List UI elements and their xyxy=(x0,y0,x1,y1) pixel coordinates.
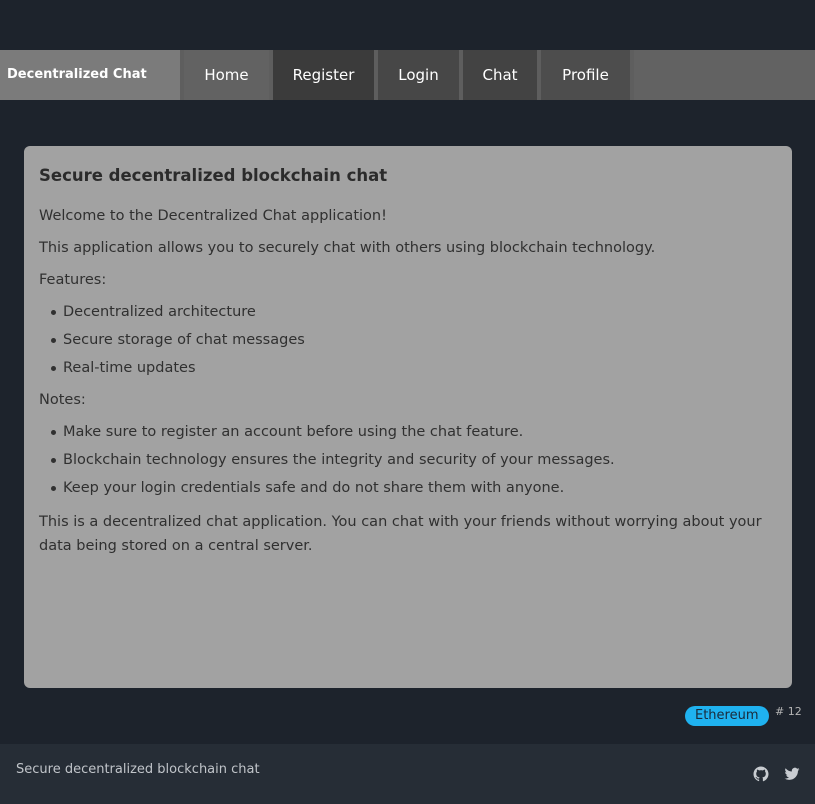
nav-chat[interactable]: Chat xyxy=(463,50,537,100)
welcome-text: Welcome to the Decentralized Chat application! xyxy=(39,208,387,224)
outro-text: This is a decentralized chat application. You can chat with your friends without worrying about your data being stored on a central server. xyxy=(39,514,762,554)
brand-title[interactable]: Decentralized Chat xyxy=(0,50,180,100)
tag-badge[interactable]: Ethereum xyxy=(685,706,769,726)
notes-heading: Notes: xyxy=(39,392,86,408)
footer xyxy=(0,744,815,804)
list-item: Blockchain technology ensures the integrity and security of your messages. xyxy=(63,450,777,470)
nav-home[interactable]: Home xyxy=(184,50,269,100)
list-item: Make sure to register an account before using the chat feature. xyxy=(63,422,777,442)
description-text: This application allows you to securely chat with others using blockchain technology. xyxy=(39,240,656,256)
content-card xyxy=(24,146,792,688)
nav-register[interactable]: Register xyxy=(273,50,374,100)
features-heading: Features: xyxy=(39,272,107,288)
twitter-icon[interactable] xyxy=(784,766,800,782)
github-icon[interactable] xyxy=(753,766,769,782)
list-item: Real-time updates xyxy=(63,358,777,378)
nav-login[interactable]: Login xyxy=(378,50,459,100)
footer-text: Secure decentralized blockchain chat xyxy=(16,762,260,777)
nav-profile[interactable]: Profile xyxy=(541,50,630,100)
list-item: Keep your login credentials safe and do not share them with anyone. xyxy=(63,478,777,498)
notes-list xyxy=(39,422,777,498)
top-navbar xyxy=(0,50,815,100)
list-item: Secure storage of chat messages xyxy=(63,330,777,350)
nav-spacer xyxy=(634,50,815,100)
features-list xyxy=(39,302,777,378)
list-item: Decentralized architecture xyxy=(63,302,777,322)
tag-count: # 12 xyxy=(775,705,802,718)
card-title: Secure decentralized blockchain chat xyxy=(39,166,388,185)
